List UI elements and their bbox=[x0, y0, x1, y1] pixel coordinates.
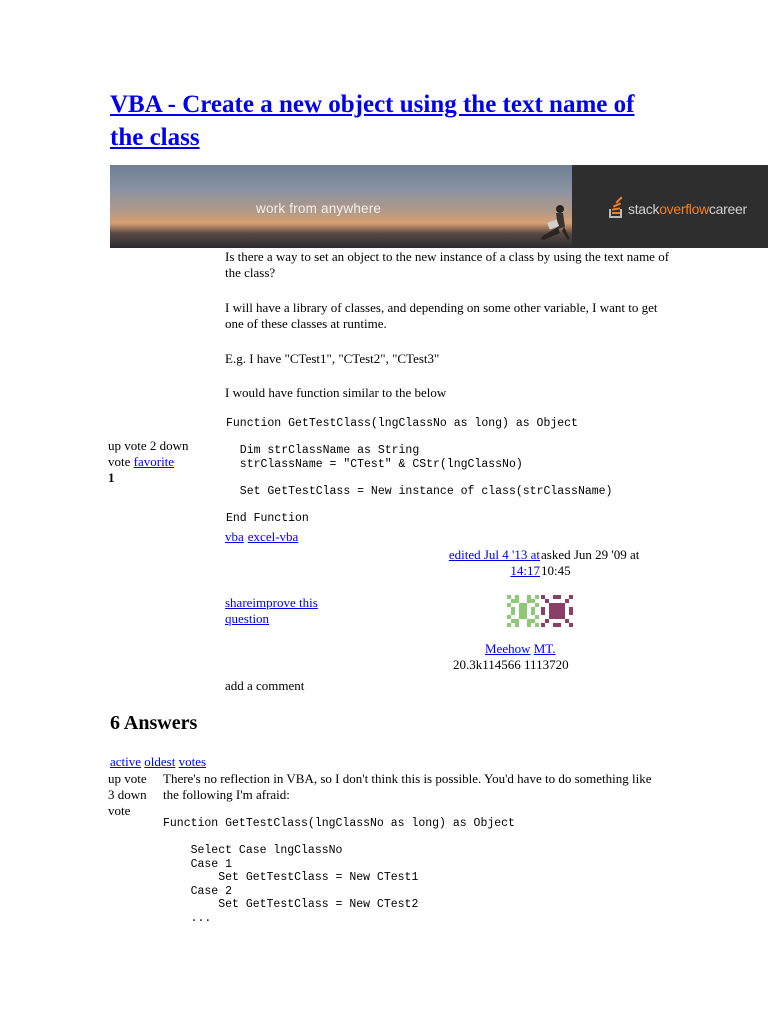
tab-votes[interactable]: votes bbox=[178, 754, 207, 769]
edited-link[interactable] bbox=[449, 547, 540, 578]
answer-vote-line: up vote bbox=[108, 771, 147, 786]
code-line: Set GetTestClass = New CTest1 bbox=[163, 871, 419, 884]
code-line: strClassName = "CTest" & CStr(lngClassNo) bbox=[226, 457, 523, 471]
question-vote-cell bbox=[108, 438, 208, 486]
code-line: ... bbox=[163, 911, 212, 925]
edited-time: 14:17 bbox=[510, 563, 540, 578]
answer-vote-line: vote bbox=[108, 803, 131, 818]
code-line: Case 2 bbox=[163, 884, 233, 898]
asker-avatar-icon[interactable] bbox=[541, 595, 573, 627]
code-line: Function GetTestClass(lngClassNo as long) as Object bbox=[226, 417, 578, 430]
user-names bbox=[485, 641, 556, 657]
careers-brand-text bbox=[628, 201, 747, 217]
stack-logo-icon bbox=[608, 193, 624, 219]
brand-prefix: stack bbox=[628, 201, 660, 217]
code-line: Set GetTestClass = New CTest2 bbox=[163, 898, 419, 911]
share-improve-link[interactable]: shareimprove this question bbox=[225, 595, 318, 626]
code-line: Set GetTestClass = New instance of class(strClassName) bbox=[226, 484, 613, 498]
code-line: Function GetTestClass(lngClassNo as long) as Object bbox=[163, 817, 515, 830]
brand-suffix: career bbox=[708, 201, 747, 217]
answers-heading: 6 Answers bbox=[110, 712, 198, 734]
code-line: Case 1 bbox=[163, 857, 233, 871]
asked-label: asked Jun 29 '09 at bbox=[541, 547, 640, 562]
question-paragraph-2: I will have a library of classes, and depending on some other variable, I want to get one of these classes at runtime. bbox=[225, 300, 658, 331]
question-title[interactable] bbox=[110, 88, 670, 154]
editor-name-link[interactable]: Meehow bbox=[485, 641, 531, 656]
careers-banner[interactable] bbox=[110, 165, 768, 248]
code-line: Dim strClassName as String bbox=[226, 444, 420, 457]
brand-middle: overflow bbox=[659, 201, 709, 217]
code-line: End Function bbox=[226, 511, 309, 525]
asked-time: 10:45 bbox=[541, 563, 571, 578]
answer-sort-tabs bbox=[110, 754, 206, 770]
asker-name-link[interactable]: MT. bbox=[533, 641, 556, 656]
code-line bbox=[226, 471, 612, 485]
asker-badges: 1113720 bbox=[524, 657, 569, 672]
code-line bbox=[163, 831, 515, 845]
question-tags bbox=[225, 529, 302, 545]
question-vote-text: up vote 2 down vote bbox=[108, 438, 189, 469]
careers-brand bbox=[572, 165, 768, 248]
code-line bbox=[226, 431, 612, 445]
answer-code-block bbox=[163, 817, 515, 925]
code-line bbox=[226, 498, 612, 512]
tag-vba[interactable]: vba bbox=[225, 529, 244, 544]
code-line: Select Case lngClassNo bbox=[163, 844, 343, 857]
question-paragraph-1: Is there a way to set an object to the new instance of a class by using the text name of the class? bbox=[225, 249, 670, 280]
answer-vote-cell bbox=[108, 771, 160, 819]
favorite-count: 1 bbox=[108, 470, 115, 485]
share-improve bbox=[225, 595, 355, 627]
answer-body: There's no reflection in VBA, so I don't think this is possible. You'd have to do something like the following I'm afraid: bbox=[163, 771, 652, 802]
tab-active[interactable]: active bbox=[110, 754, 142, 769]
person-with-laptop-icon bbox=[530, 203, 574, 245]
editor-avatar-icon[interactable] bbox=[507, 595, 539, 627]
favorite-link[interactable]: favorite bbox=[133, 454, 175, 469]
edited-label: edited Jul 4 '13 at bbox=[448, 547, 540, 562]
question-paragraph-4: I would have function similar to the below bbox=[225, 385, 447, 400]
question-code-block bbox=[226, 417, 612, 525]
tag-excel-vba[interactable]: excel-vba bbox=[247, 529, 299, 544]
add-comment[interactable]: add a comment bbox=[225, 678, 305, 693]
banner-tagline: work from anywhere bbox=[256, 201, 382, 216]
question-paragraph-3: E.g. I have "CTest1", "CTest2", "CTest3" bbox=[225, 351, 440, 366]
tab-oldest[interactable]: oldest bbox=[144, 754, 176, 769]
asker-reputation: 20.3k114566 bbox=[453, 657, 521, 672]
question-title-link[interactable]: VBA - Create a new object using the text name of the class bbox=[110, 91, 635, 151]
answer-vote-line: 3 down bbox=[108, 787, 147, 802]
user-reputation bbox=[453, 657, 569, 673]
edited-info bbox=[430, 547, 540, 579]
asked-info bbox=[541, 547, 671, 579]
